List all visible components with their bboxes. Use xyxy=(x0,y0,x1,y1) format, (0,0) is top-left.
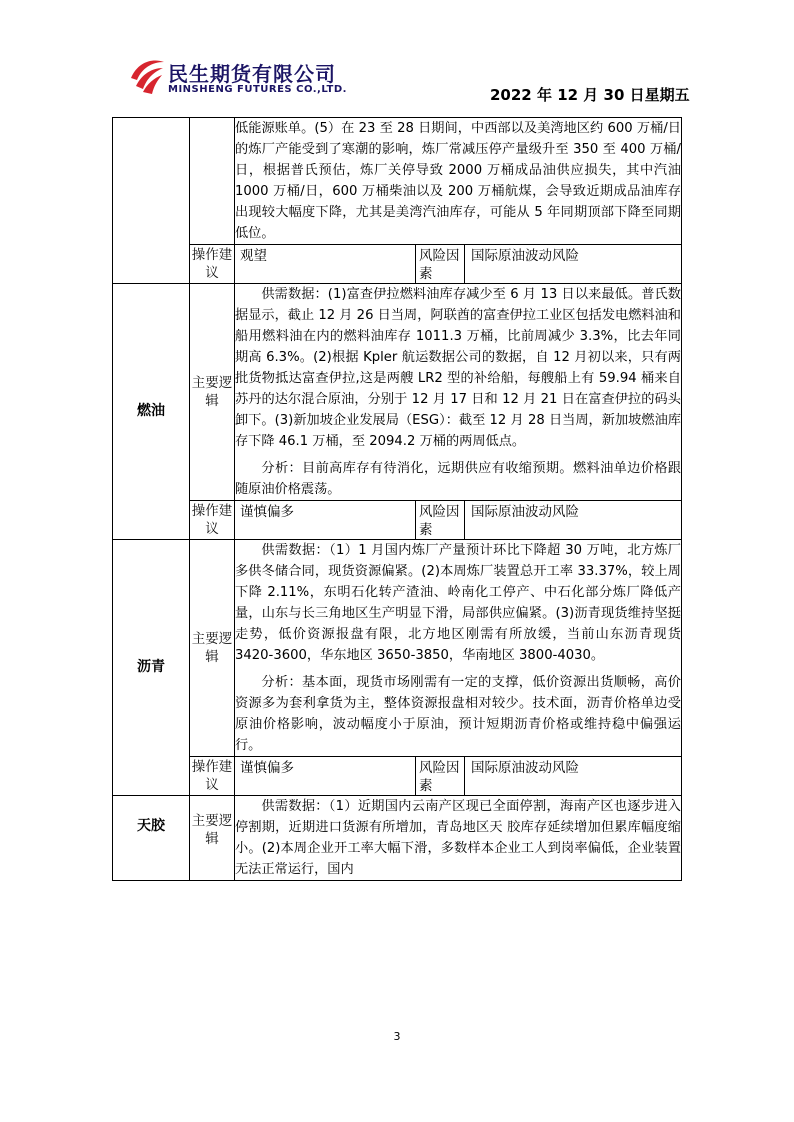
operation-label: 操作建议 xyxy=(190,245,235,284)
section-continued-logic-row xyxy=(113,118,682,245)
analysis-paragraph: 分析：目前高库存有待消化，远期供应有收缩预期。燃料油单边价格跟随原油价格震荡。 xyxy=(235,461,681,497)
operation-value: 谨慎偏多 xyxy=(235,501,416,539)
operation-value: 谨慎偏多 xyxy=(235,757,416,795)
logic-text-cell xyxy=(235,796,682,881)
category-fuel-oil: 燃油 xyxy=(113,284,190,540)
risk-value: 国际原油波动风险 xyxy=(471,504,579,520)
section-rubber-logic-row xyxy=(113,796,682,881)
operation-row-content xyxy=(235,757,681,795)
section-asphalt-operation-row xyxy=(113,757,682,796)
company-name-cn: 民生期货有限公司 xyxy=(168,62,336,86)
category-cell xyxy=(113,118,190,284)
section-continued-operation-row xyxy=(113,245,682,284)
category-rubber: 天胶 xyxy=(113,796,190,881)
analysis-table xyxy=(112,117,682,881)
risk-value: 国际原油波动风险 xyxy=(471,760,579,776)
logic-label: 主要逻辑 xyxy=(190,284,235,501)
logic-label-cell xyxy=(190,118,235,245)
risk-label: 风险因素 xyxy=(416,245,465,283)
company-name-en: MINSHENG FUTURES CO.,LTD. xyxy=(168,84,347,95)
logic-text-cell xyxy=(235,540,682,757)
section-asphalt-logic-row xyxy=(113,540,682,757)
logic-label: 主要逻辑 xyxy=(190,796,235,881)
logic-label: 主要逻辑 xyxy=(190,540,235,757)
page-number: 3 xyxy=(393,1030,401,1043)
risk-value: 国际原油波动风险 xyxy=(471,248,579,264)
logo-swoosh-icon xyxy=(128,56,166,96)
logic-paragraph: 低能源账单。(5）在 23 至 28 日期间，中西部以及美湾地区约 600 万桶/日的炼厂产能受到了寒潮的影响，炼厂常减压停产量级升至 350 至 400 万桶/日，根据普氏预估，炼厂关停导致 2000 万桶成品油供应损失，其中汽油 1000 万桶/日，600 万桶柴油以及 200 万桶航煤，会导致近期成品油库存出现较大幅度下降，尤其是美湾汽油库存，可能从 5 年同期顶部下降至同期低位。 xyxy=(235,121,681,241)
logic-text-cell xyxy=(235,284,682,501)
logic-text-cell xyxy=(235,118,682,245)
section-fuel-oil-logic-row xyxy=(113,284,682,501)
analysis-paragraph: 分析：基本面，现货市场刚需有一定的支撑，低价资源出货顺畅，高价资源多为套利拿货为主，整体资源报盘相对较少。技术面，沥青价格单边受原油价格影响，波动幅度小于原油，预计短期沥青价格或维持稳中偏强运行。 xyxy=(235,675,681,753)
operation-row-content xyxy=(235,245,681,283)
risk-label: 风险因素 xyxy=(416,757,465,795)
company-logo xyxy=(128,56,368,106)
operation-row-content xyxy=(235,501,681,539)
supply-demand-paragraph: 供需数据：(1)富查伊拉燃料油库存减少至 6 月 13 日以来最低。普氏数据显示，截止 12 月 26 日当周，阿联酋的富查伊拉工业区包括发电燃料油和船用燃料油在内的燃料油库存 1011.3 万桶，比前周减少 3.3%，比去年同期高 6.3%。(2)根据 Kpler 航运数据公司的数据，自 12 月初以来，只有两批货物抵达富查伊拉,这是两艘 LR2 型的补给船，每艘船上有 59.94 桶来自苏丹的达尔混合原油，分别于 12 月 17 日和 12 月 21 日在富查伊拉的码头卸下。(3)新加坡企业发展局（ESG）：截至 12 月 28 日当周，新加坡燃油库存下降 46.1 万桶，至 2094.2 万桶的两周低点。 xyxy=(235,287,681,449)
section-fuel-oil-operation-row xyxy=(113,501,682,540)
risk-label: 风险因素 xyxy=(416,501,465,539)
report-date: 2022 年 12 月 30 日星期五 xyxy=(490,86,690,104)
supply-demand-paragraph: 供需数据：（1）1 月国内炼厂产量预计环比下降超 30 万吨，北方炼厂多供冬储合同，现货资源偏紧。(2)本周炼厂装置总开工率 33.37%，较上周下降 2.11%，东明石化转产渣油、岭南化工停产、中石化部分炼厂降低产量，山东与长三角地区生产明显下滑，局部供应偏紧。(3)沥青现货维持坚挺走势，低价资源报盘有限，北方地区刚需有所放缓，当前山东沥青现货 3420-3600，华东地区 3650-3850，华南地区 3800-4030。 xyxy=(235,543,681,663)
operation-value: 观望 xyxy=(235,245,416,283)
supply-demand-paragraph: 供需数据：（1）近期国内云南产区现已全面停割，海南产区也逐步进入停割期，近期进口货源有所增加，青岛地区天 胶库存延续增加但累库幅度缩小。(2)本周企业开工率大幅下滑，多数样本企业工人到岗率偏低，企业装置无法正常运行，国内 xyxy=(235,799,681,877)
operation-label: 操作建议 xyxy=(190,757,235,796)
operation-label: 操作建议 xyxy=(190,501,235,540)
category-asphalt: 沥青 xyxy=(113,540,190,796)
